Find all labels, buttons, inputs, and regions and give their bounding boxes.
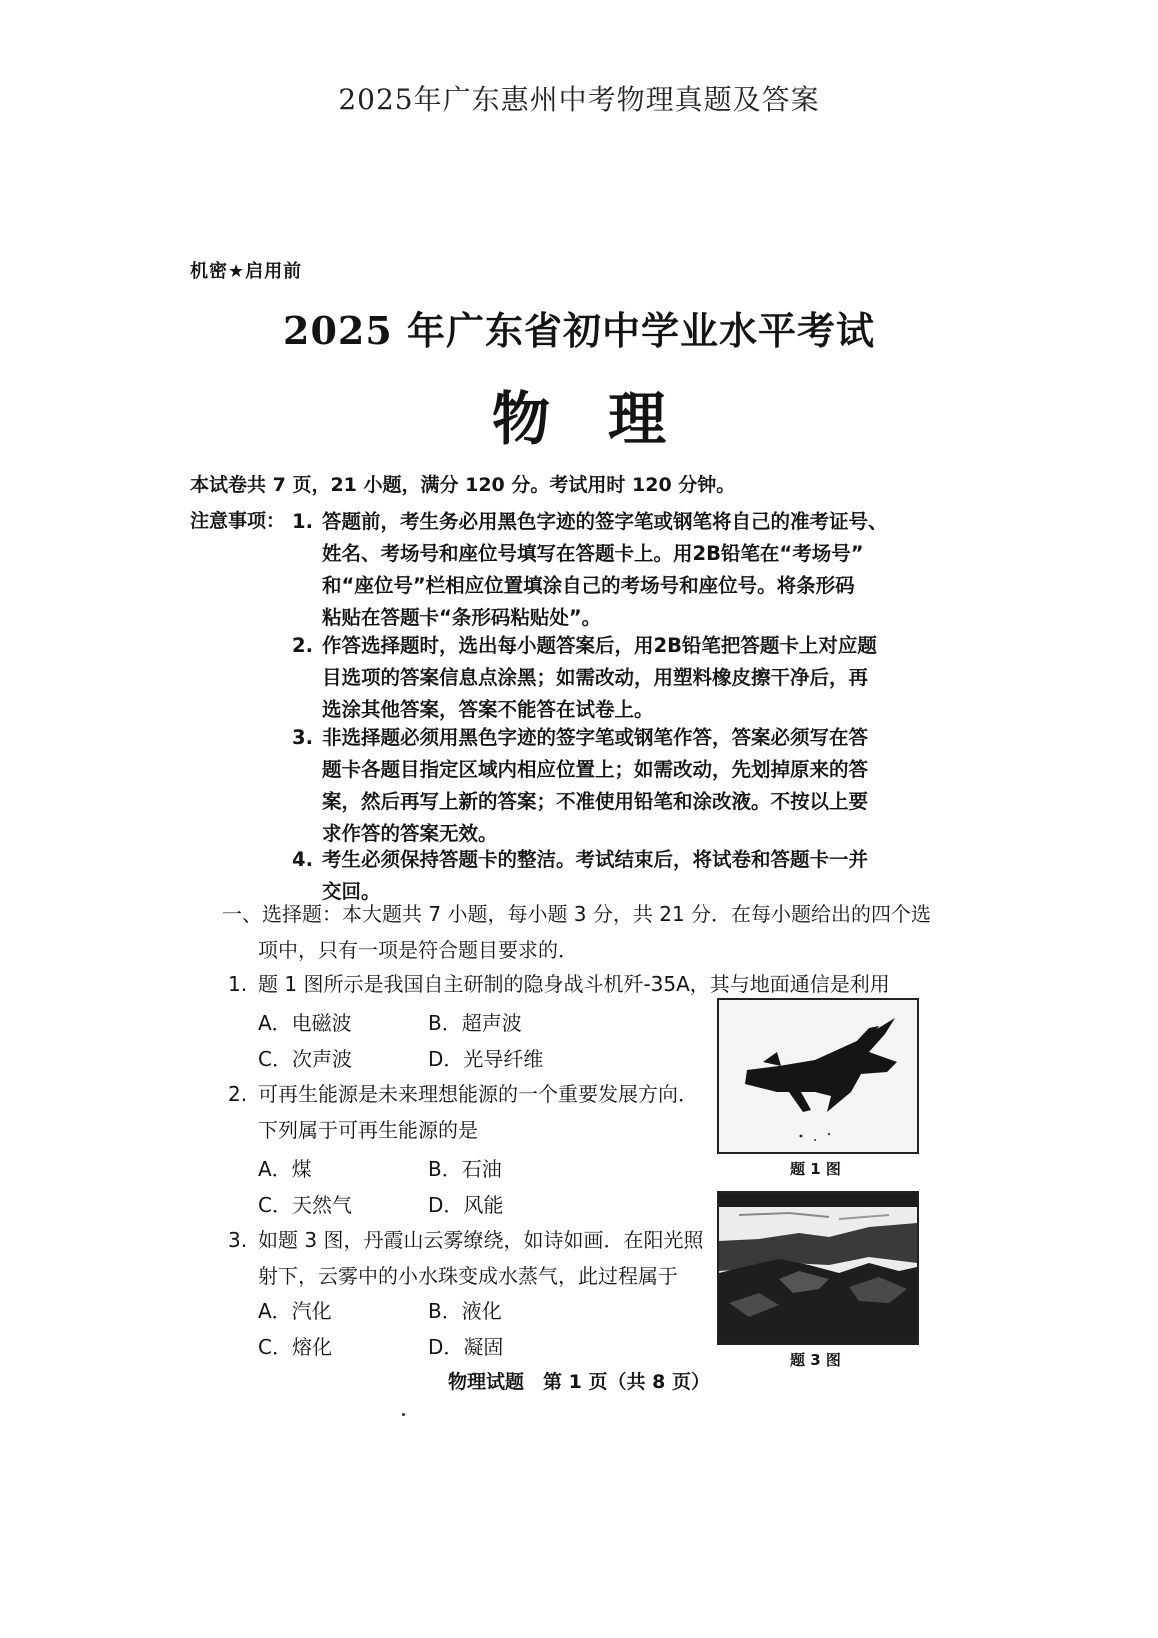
question-option: C．天然气: [258, 1193, 352, 1217]
notice-line: 和“座位号”栏相应位置填涂自己的考场号和座位号。将条形码: [322, 574, 855, 597]
notice-number: 2.: [292, 634, 313, 657]
figure-3-caption: 题 3 图: [790, 1351, 841, 1369]
question-option: B．液化: [428, 1299, 502, 1323]
question-option: A．汽化: [258, 1299, 332, 1323]
section-heading-line: 项中，只有一项是符合题目要求的．: [258, 938, 578, 962]
notice-line: 粘贴在答题卡“条形码粘贴处”。: [322, 606, 602, 629]
exam-info: 本试卷共 7 页，21 小题，满分 120 分。考试用时 120 分钟。: [190, 474, 736, 496]
question-option: B．超声波: [428, 1011, 522, 1035]
question-stem: 可再生能源是未来理想能源的一个重要发展方向．: [258, 1082, 698, 1106]
fighter-jet-image: [719, 1000, 917, 1152]
question-2: [228, 1076, 698, 1148]
question-option: B．石油: [428, 1157, 502, 1181]
notice-line: 求作答的答案无效。: [322, 822, 498, 845]
section-heading-line: 一、选择题：本大题共 7 小题，每小题 3 分，共 21 分．在每小题给出的四个选: [222, 902, 932, 926]
notice-number: 1.: [292, 510, 313, 533]
notice-line: 作答选择题时，选出每小题答案后，用2B铅笔把答题卡上对应题: [322, 634, 877, 657]
question-3: [228, 1222, 704, 1294]
question-option: C．熔化: [258, 1335, 332, 1359]
figure-1-fighter-jet: [717, 998, 919, 1154]
figure-3-danxia-mountain: [717, 1191, 919, 1345]
question-option: C．次声波: [258, 1047, 352, 1071]
question-option: D．光导纤维: [428, 1047, 544, 1071]
question-stem: 题 1 图所示是我国自主研制的隐身战斗机歼-35A，其与地面通信是利用: [258, 972, 890, 996]
notice-label: 注意事项：: [190, 510, 286, 532]
notice-line: 非选择题必须用黑色字迹的签字笔或钢笔作答，答案必须写在答: [322, 726, 869, 749]
notice-line: 选涂其他答案，答案不能答在试卷上。: [322, 698, 654, 721]
scan-speck: [402, 1413, 405, 1416]
notice-line: 目选项的答案信息点涂黑；如需改动，用塑料橡皮擦干净后，再: [322, 666, 869, 689]
section-heading: [222, 896, 931, 968]
notice-line: 题卡各题目指定区域内相应位置上；如需改动，先划掉原来的答: [322, 758, 869, 781]
notice-line: 答题前，考生务必用黑色字迹的签字笔或钢笔将自己的准考证号、: [322, 510, 888, 533]
document-title: 2025年广东惠州中考物理真题及答案: [338, 83, 820, 116]
question-option: A．煤: [258, 1157, 312, 1181]
exam-title: 2025 年广东省初中学业水平考试: [283, 308, 875, 353]
question-1: [228, 966, 928, 1002]
notice-number: 4.: [292, 848, 313, 871]
question-number: 2.: [228, 1082, 248, 1106]
figure-1-caption: 题 1 图: [790, 1160, 841, 1178]
notice-item: [292, 506, 888, 634]
question-stem: 射下，云雾中的小水珠变成水蒸气，此过程属于: [258, 1264, 678, 1288]
confidential-mark: 机密★启用前: [190, 261, 303, 282]
notice-line: 姓名、考场号和座位号填写在答题卡上。用2B铅笔在“考场号”: [322, 542, 864, 565]
notice-item: [292, 630, 877, 726]
question-option: A．电磁波: [258, 1011, 352, 1035]
question-number: 1.: [228, 972, 248, 996]
notice-line: 考生必须保持答题卡的整洁。考试结束后，将试卷和答题卡一并: [322, 848, 869, 871]
question-option: D．凝固: [428, 1335, 504, 1359]
question-number: 3.: [228, 1228, 248, 1252]
subject-title: 物理: [491, 385, 724, 453]
page-footer: 物理试题 第 1 页（共 8 页）: [448, 1371, 710, 1393]
notice-number: 3.: [292, 726, 313, 749]
question-stem: 下列属于可再生能源的是: [258, 1118, 478, 1142]
notice-item: [292, 722, 869, 850]
question-option: D．风能: [428, 1193, 504, 1217]
question-stem: 如题 3 图，丹霞山云雾缭绕，如诗如画．在阳光照: [258, 1228, 704, 1252]
notice-line: 案，然后再写上新的答案；不准使用铅笔和涂改液。不按以上要: [322, 790, 869, 813]
mountain-image: [719, 1193, 917, 1343]
notice-line: 交回。: [322, 880, 381, 903]
